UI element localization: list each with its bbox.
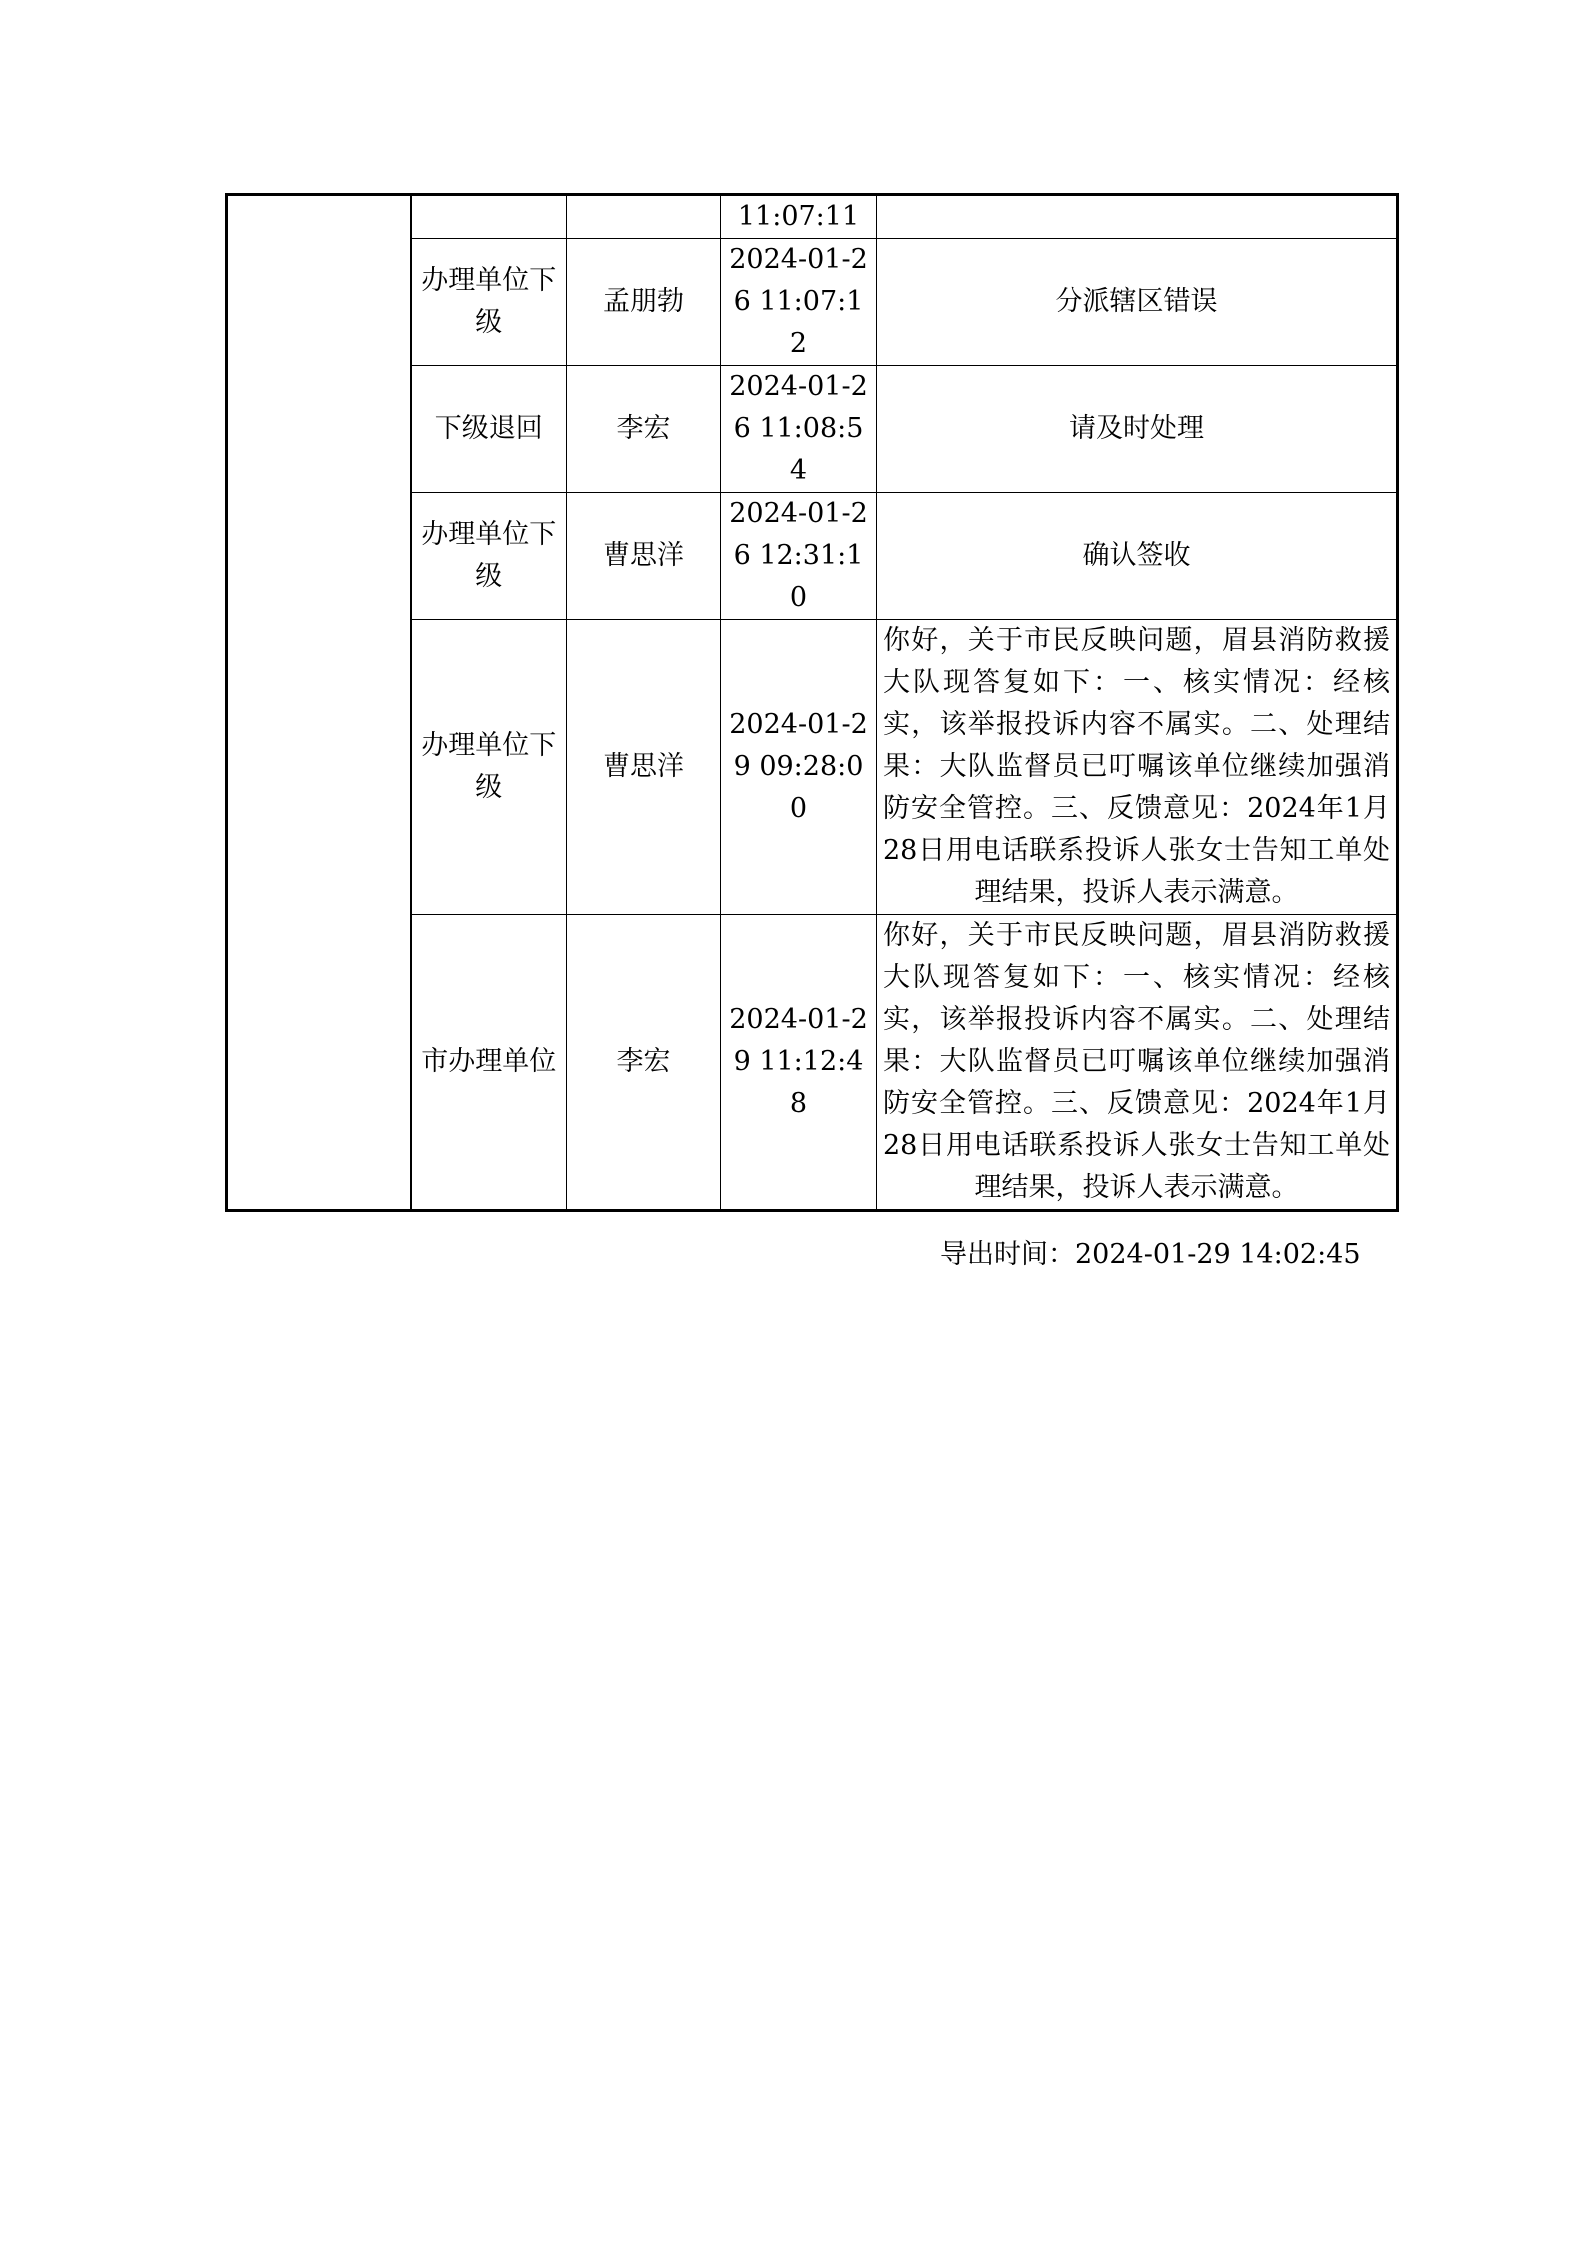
export-time [940,1234,1361,1276]
handler-cell: 曹思洋 [567,620,721,915]
opinion-text: 你好，关于市民反映问题，眉县消防救援大队现答复如下：一、核实情况：经核实，该举报投诉内容不属实。二、处理结果：大队监督员已叮嘱该单位继续加强消防安全管控。三、反馈意见：2024年1月28日用电话联系投诉人张女士告知工单处理结果，投诉人表示满意。 [883,625,1390,908]
handler-cell: 曹思洋 [567,493,721,620]
step-cell: 办理单位下级 [411,620,567,915]
step-cell [411,195,567,239]
handler-cell: 李宏 [567,915,721,1211]
table-row [227,195,1398,239]
step-cell: 办理单位下级 [411,493,567,620]
handler-cell [567,195,721,239]
opinion-cell: 确认签收 [877,493,1398,620]
handler-cell: 孟朋勃 [567,239,721,366]
opinion-cell [877,620,1398,915]
process-flow-table [225,193,1399,1212]
opinion-cell [877,915,1398,1211]
export-time-label: 导出时间： [940,1239,1075,1270]
time-cell: 2024-01-29 09:28:00 [721,620,877,915]
step-cell: 办理单位下级 [411,239,567,366]
opinion-cell [877,195,1398,239]
time-cell: 2024-01-26 11:08:54 [721,366,877,493]
opinion-cell: 请及时处理 [877,366,1398,493]
opinion-cell: 分派辖区错误 [877,239,1398,366]
step-cell: 市办理单位 [411,915,567,1211]
export-time-value: 2024-01-29 14:02:45 [1075,1239,1361,1270]
time-cell: 11:07:11 [721,195,877,239]
step-cell: 下级退回 [411,366,567,493]
time-cell: 2024-01-26 12:31:10 [721,493,877,620]
opinion-text: 你好，关于市民反映问题，眉县消防救援大队现答复如下：一、核实情况：经核实，该举报投诉内容不属实。二、处理结果：大队监督员已叮嘱该单位继续加强消防安全管控。三、反馈意见：2024年1月28日用电话联系投诉人张女士告知工单处理结果，投诉人表示满意。 [883,920,1390,1203]
handler-cell: 李宏 [567,366,721,493]
left-category-cell [227,195,411,1211]
time-cell: 2024-01-29 11:12:48 [721,915,877,1211]
time-cell: 2024-01-26 11:07:12 [721,239,877,366]
